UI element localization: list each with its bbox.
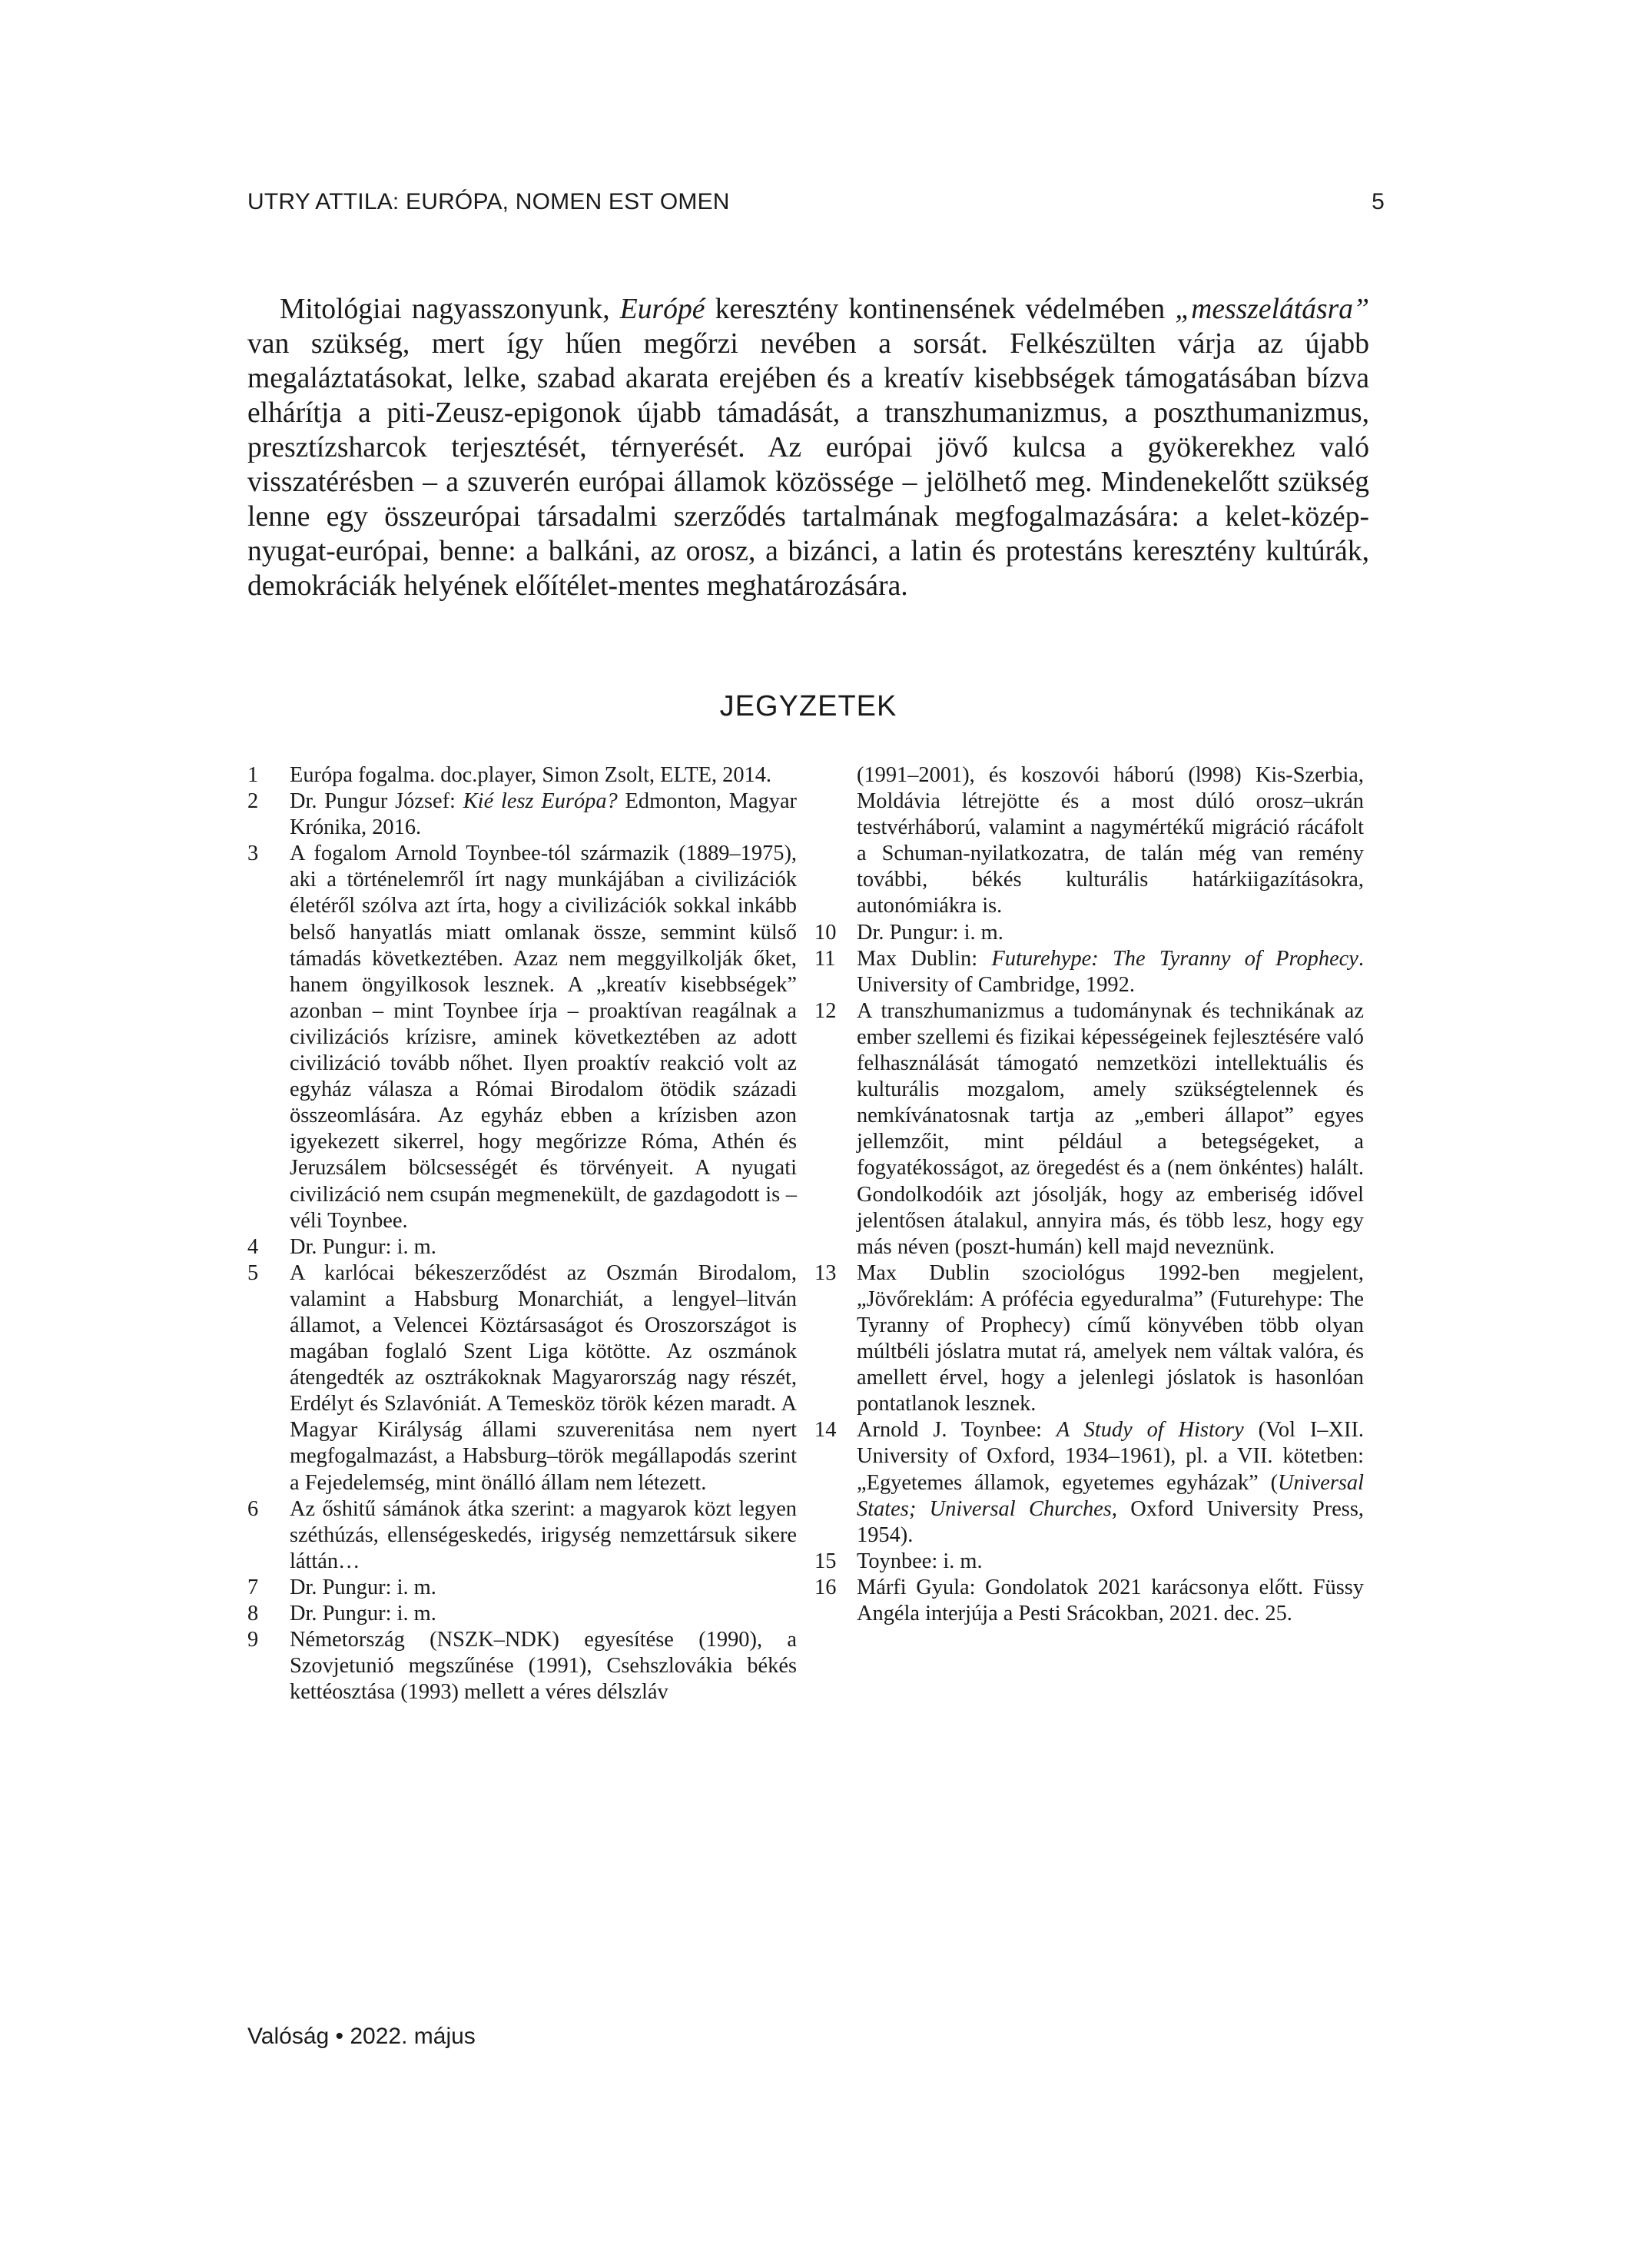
note-3 [247, 841, 797, 1234]
body-italic-run: „messzelátásra” [1175, 294, 1369, 325]
note-number: 10 [814, 920, 837, 945]
note-text-run: Arnold J. Toynbee: [857, 1418, 1056, 1443]
note-text: Dr. Pungur: i. m. [290, 1602, 436, 1625]
note-number: 2 [247, 789, 259, 814]
note-text [857, 1417, 1364, 1548]
notes-column-left [247, 762, 797, 1705]
note-16 [814, 1575, 1364, 1627]
body-text-run: Mitológiai nagyasszonyunk, [280, 294, 620, 325]
note-number: 5 [247, 1260, 259, 1285]
note-9 [247, 1627, 797, 1705]
note-8 [247, 1601, 797, 1627]
note-number: 4 [247, 1234, 259, 1259]
page-footer: Valóság • 2022. május [247, 2024, 476, 2049]
note-text: Dr. Pungur: i. m. [290, 1575, 436, 1599]
body-paragraph [247, 292, 1369, 603]
note-text: Max Dublin szociológus 1992-ben megjelent, „Jövőreklám: A prófécia egyeduralma” (Futurehype: The Tyranny of Prophecy) című könyvében több olyan múltbéli jóslatra mutat rá, amelyek nem váltak valóra, és amellett érvel, hogy a jelenlegi jóslatok is hasonlóan pontatlanok lesznek. [857, 1260, 1364, 1416]
note-9-continued: (1991–2001), és koszovói háború (l998) Kis-Szerbia, Moldávia létrejötte és a most dúló orosz–ukrán testvérháború, valamint a nagymértékű migráció rácáfolt a Schuman-nyilatkozatra, de talán még van remény további, békés kulturális határkiigazításokra, autonómiákra is. [857, 763, 1364, 918]
note-13 [814, 1260, 1364, 1418]
note-number: 16 [814, 1575, 837, 1599]
note-7 [247, 1575, 797, 1601]
note-number: 6 [247, 1496, 259, 1521]
note-number: 9 [247, 1628, 259, 1652]
note-text: Márfi Gyula: Gondolatok 2021 karácsonya előtt. Füssy Angéla interjúja a Pesti Srácokban, 2021. dec. 25. [857, 1575, 1364, 1625]
note-text-run: Max Dublin: [857, 946, 992, 971]
note-number: 12 [814, 998, 837, 1023]
note-number: 13 [814, 1260, 837, 1285]
body-italic-run: Európé [619, 294, 705, 325]
note-text-run: Edmonton, Magyar Krónika, 2016. [290, 789, 798, 840]
running-head [247, 189, 1385, 215]
running-head-title: UTRY ATTILA: EURÓPA, NOMEN EST OMEN [247, 189, 730, 214]
note-text: Az őshitű sámánok átka szerint: a magyarok közt legyen széthúzás, ellenségeskedés, irigység nemzettársuk sikere láttán… [290, 1496, 797, 1573]
note-italic-run: A Study of History [1056, 1418, 1244, 1443]
notes-title: JEGYZETEK [719, 690, 897, 722]
note-1 [247, 762, 797, 789]
note-number: 1 [247, 763, 259, 787]
note-14 [814, 1417, 1364, 1548]
note-text-run: , Oxford University Press, 1954). [857, 1496, 1364, 1547]
note-5 [247, 1260, 797, 1496]
note-text-run: (Vol I–XII. University of Oxford, 1934–1961), pl. a VII. kötetben: „Egyetemes államok, egyetemes egyházak” ( [857, 1418, 1365, 1495]
note-text: Németország (NSZK–NDK) egyesítése (1990), a Szovjetunió megszűnése (1991), Csehszlovákia békés kettéosztása (1993) mellett a véres délszláv [290, 1628, 797, 1705]
body-text-run: keresztény kontinensének védelmében [705, 294, 1176, 325]
note-10 [814, 920, 1364, 946]
note-4 [247, 1234, 797, 1260]
note-text: A fogalom Arnold Toynbee-tól származik (1889–1975), aki a történelemről írt nagy munkájában a civilizációk életéről szólva azt írta, hogy a civilizációk sokkal inkább belső hanyatlás miatt omlanak össze, semmint külső támadás következtében. Azaz nem meggyilkolják őket, hanem öngyilkosok lesznek. A „kreatív kisebbségek” azonban – mint Toynbee írja – proaktívan reagálnak a civilizációs krízisre, aminek következtében az adott civilizáció tovább nőhet. Ilyen proaktív reakció volt az egyház válasza a Római Birodalom ötödik századi összeomlására. Az egyház ebben a krízisben azon igyekezett sikerrel, hogy megőrizze Róma, Athén és Jeruzsálem bölcsességét és törvényeit. A nyugati civilizáció nem csupán megmenekült, de gazdagodott is – véli Toynbee. [290, 842, 797, 1233]
body-text-run: van szükség, mert így hűen megőrzi nevében a sorsát. Felkészülten várja az újabb megaláztatásokat, lelke, szabad akarata erejében és a kreatív kisebbségek támogatásában bízva elhárítja a piti-Zeusz-epigonok újabb támadását, a transzhumanizmus, a poszthumanizmus, presztízsharcok terjesztését, térnyerését. Az európai jövő kulcsa a gyökerekhez való visszatérésben – a szuverén európai államok közössége – jelölhető meg. Mindenekelőtt szükség lenne egy összeurópai társadalmi szerződés tartalmának megfogalmazására: a kelet-közép-nyugat-európai, benne: a balkáni, az orosz, a bizánci, a latin és protestáns keresztény kultúrák, demokráciák helyének előítélet-mentes meghatározására. [247, 328, 1369, 602]
note-text: Dr. Pungur: i. m. [857, 920, 1003, 945]
body-text [247, 292, 1369, 603]
note-number: 15 [814, 1549, 837, 1573]
note-number: 8 [247, 1602, 259, 1625]
note-text: Dr. Pungur: i. m. [290, 1234, 436, 1259]
note-15 [814, 1549, 1364, 1575]
note-11 [814, 946, 1364, 998]
note-number: 11 [814, 946, 836, 971]
note-text [857, 946, 1364, 998]
note-6 [247, 1496, 797, 1575]
note-text-run: . University of Cambridge, 1992. [857, 946, 1364, 997]
note-number: 14 [814, 1418, 837, 1443]
note-italic-run: Universal States; Universal Churches [857, 1470, 1364, 1521]
note-number: 3 [247, 842, 259, 866]
note-2 [247, 789, 797, 841]
note-text: Európa fogalma. doc.player, Simon Zsolt, ELTE, 2014. [290, 763, 772, 787]
note-text: A karlócai békeszerződést az Oszmán Birodalom, valamint a Habsburg Monarchiát, a lengyel–litván államot, a Velencei Köztársaságot és Oroszországot is magában foglaló Szent Liga kötötte. Az oszmánok átengedték az osztrákoknak Magyarország nagy részét, Erdélyt és Szlavóniát. A Temesköz török kézen maradt. A Magyar Királyság állami szuverenitása nem nyert megfogalmazást, a Habsburg–török megállapodás szerint a Fejedelemség, mint önálló állam nem létezett. [290, 1260, 797, 1495]
page-number: 5 [1372, 189, 1385, 214]
note-12 [814, 998, 1364, 1260]
note-number: 7 [247, 1575, 259, 1599]
note-italic-run: Kié lesz Európa? [463, 789, 618, 814]
note-text: A transzhumanizmus a tudománynak és technikának az ember szellemi és fizikai képességeinek fejlesztésére való felhasználását támogató nemzetközi intellektuális és kulturális mozgalom, amely szükségtelennek és nemkívánatosnak tartja az „emberi állapot” egyes jellemzőit, mint például a betegségeket, a fogyatékosságot, az öregedést és a (nem önkéntes) halált. Gondolkodóik azt jósolják, hogy az emberiség idővel jelentősen átalakul, annyira más, és több lesz, hogy egy más néven (poszt-humán) kell majd neveznünk. [857, 998, 1364, 1259]
note-italic-run: Futurehype: The Tyranny of Prophecy [991, 946, 1358, 971]
notes-column-right [814, 762, 1364, 1627]
note-text [290, 789, 797, 841]
note-text: Toynbee: i. m. [857, 1549, 983, 1573]
note-text-run: Dr. Pungur József: [290, 789, 463, 814]
